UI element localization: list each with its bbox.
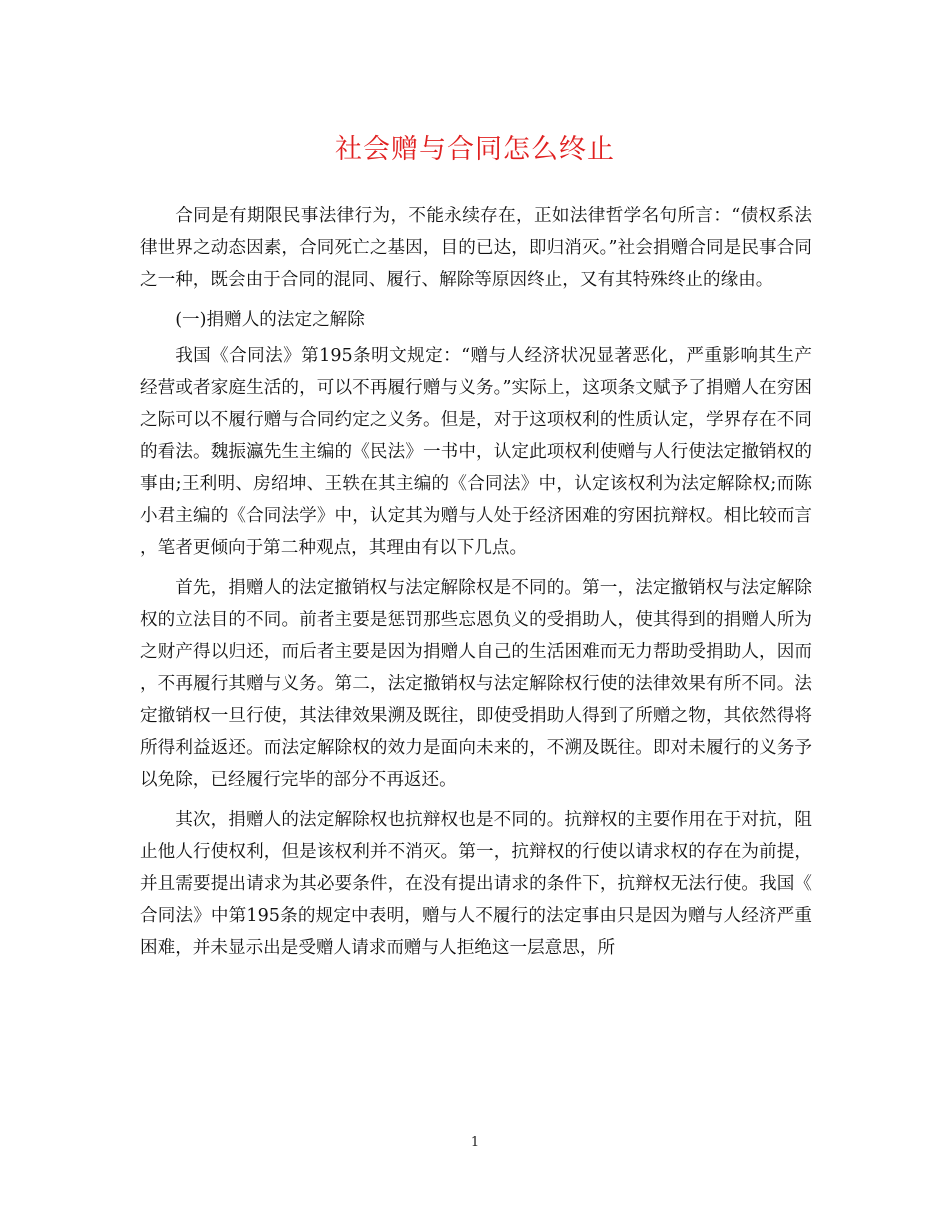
document-title: 社会赠与合同怎么终止 bbox=[335, 134, 615, 165]
paragraph-intro: 合同是有期限民事法律行为，不能永续存在，正如法律哲学名句所言：“债权系法律世界之动态因素，合同死亡之基因，目的已达，即归消灭。”社会捐赠合同是民事合同之一种，既会由于合同的混同、履行、解除等原因终止，又有其特殊终止的缘由。 bbox=[140, 206, 812, 290]
paragraph-second-point: 其次，捐赠人的法定解除权也抗辩权也是不同的。抗辩权的主要作用在于对抗，阻止他人行使权利，但是该权利并不消灭。第一，抗辩权的行使以请求权的存在为前提，并且需要提出请求为其必要条件，在没有提出请求的条件下，抗辩权无法行使。我国《合同法》中第195条的规定中表明，赠与人不履行的法定事由只是因为赠与人经济严重困难，并未显示出是受赠人请求而赠与人拒绝这一层意思，所 bbox=[140, 810, 812, 958]
paragraph-article-195: 我国《合同法》第195条明文规定：“赠与人经济状况显著恶化，严重影响其生产经营或者家庭生活的，可以不再履行赠与义务。”实际上，这项条文赋予了捐赠人在穷困之际可以不履行赠与合同约定之义务。但是，对于这项权利的性质认定，学界存在不同的看法。魏振瀛先生主编的《民法》一书中，认定此项权利使赠与人行使法定撤销权的事由;王利明、房绍坤、王轶在其主编的《合同法》中，认定该权利为法定解除权;而陈小君主编的《合同法学》中，认定其为赠与人处于经济困难的穷困抗辩权。相比较而言，笔者更倾向于第二种观点，其理由有以下几点。 bbox=[140, 346, 812, 558]
document-body bbox=[140, 200, 812, 972]
page-number: 1 bbox=[470, 1135, 480, 1150]
section-heading: (一)捐赠人的法定之解除 bbox=[175, 310, 365, 330]
paragraph-first-point: 首先，捐赠人的法定撤销权与法定解除权是不同的。第一，法定撤销权与法定解除权的立法目的不同。前者主要是惩罚那些忘恩负义的受捐助人，使其得到的捐赠人所为之财产得以归还，而后者主要是因为捐赠人自己的生活困难而无力帮助受捐助人，因而，不再履行其赠与义务。第二，法定撤销权与法定解除权行使的法律效果有所不同。法定撤销权一旦行使，其法律效果溯及既往，即使受捐助人得到了所赠之物，其依然得将所得利益返还。而法定解除权的效力是面向未来的，不溯及既往。即对未履行的义务予以免除，已经履行完毕的部分不再返还。 bbox=[140, 578, 812, 790]
